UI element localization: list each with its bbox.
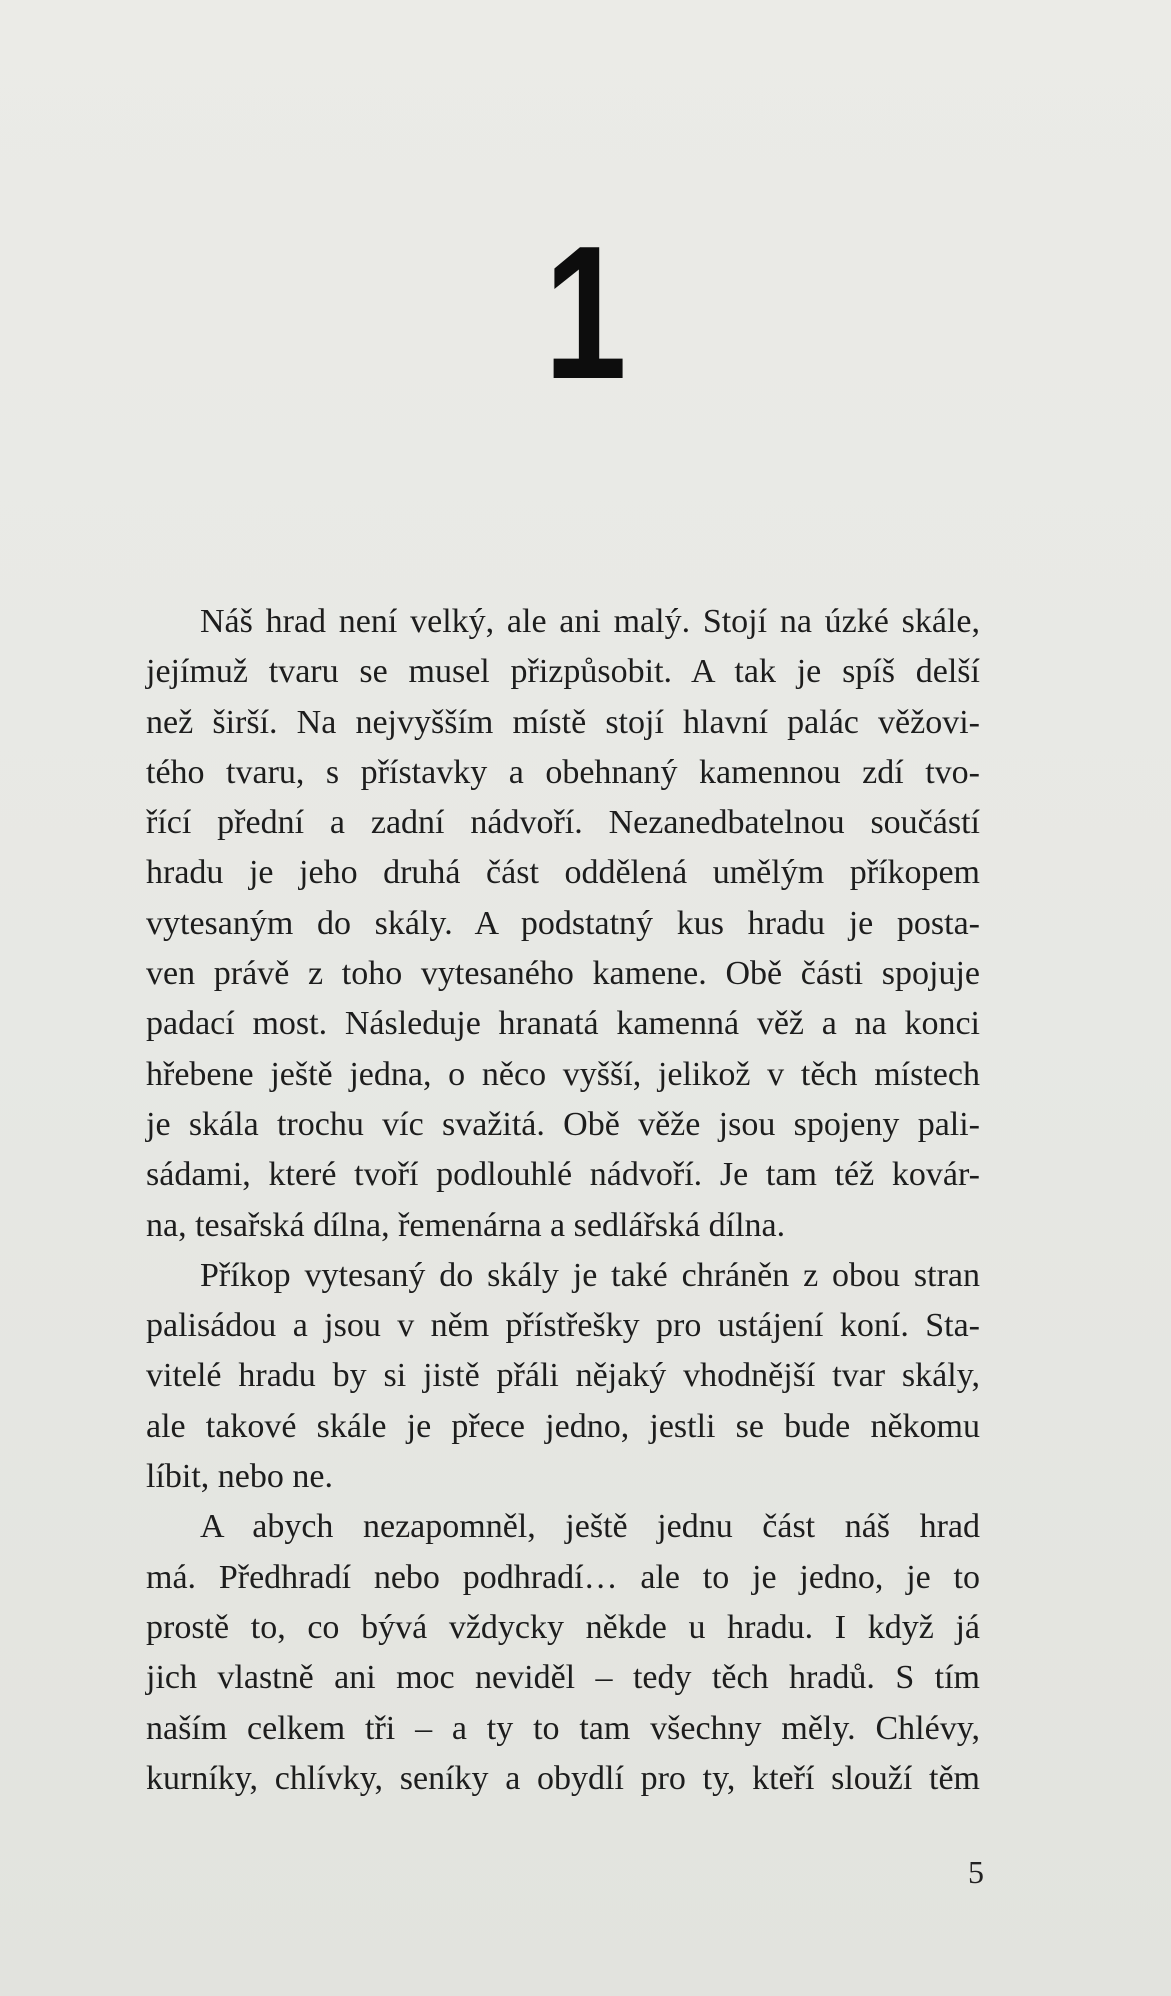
- text-line: řící přední a zadní nádvoří. Nezanedbatelnou součástí: [146, 804, 980, 842]
- text-line: ven právě z toho vytesaného kamene. Obě části spojuje: [146, 955, 980, 993]
- chapter-number: 1: [544, 207, 627, 419]
- body-text: [146, 597, 980, 1804]
- text-line: Náš hrad není velký, ale ani malý. Stojí na úzké skále,: [200, 603, 980, 640]
- text-line: padací most. Následuje hranatá kamenná věž a na konci: [146, 1005, 980, 1043]
- text-line: hradu je jeho druhá část oddělená umělým příkopem: [146, 854, 980, 892]
- text-line: vitelé hradu by si jistě přáli nějaký vhodnější tvar skály,: [146, 1357, 980, 1395]
- text-line: naším celkem tři – a ty to tam všechny měly. Chlévy,: [146, 1709, 980, 1747]
- text-line: je skála trochu víc svažitá. Obě věže jsou spojeny pali-: [146, 1105, 980, 1143]
- text-line: jich vlastně ani moc neviděl – tedy těch hradů. S tím: [146, 1659, 980, 1697]
- text-line: prostě to, co bývá vždycky někde u hradu. I když já: [146, 1608, 980, 1646]
- text-line: Příkop vytesaný do skály je také chráněn z obou stran: [200, 1256, 980, 1294]
- text-line: než širší. Na nejvyšším místě stojí hlavní palác věžovi-: [146, 703, 980, 741]
- text-line: kurníky, chlívky, seníky a obydlí pro ty, kteří slouží těm: [146, 1759, 980, 1797]
- page-number: 5: [968, 1854, 984, 1890]
- text-line: líbit, nebo ne.: [146, 1458, 333, 1496]
- text-line: na, tesařská dílna, řemenárna a sedlářská dílna.: [146, 1206, 786, 1244]
- text-line: jejímuž tvaru se musel přizpůsobit. A tak je spíš delší: [146, 653, 980, 691]
- text-line: má. Předhradí nebo podhradí… ale to je jedno, je to: [146, 1558, 980, 1596]
- text-line: tého tvaru, s přístavky a obehnaný kamennou zdí tvo-: [146, 753, 980, 791]
- text-line: A abych nezapomněl, ještě jednu část náš hrad: [200, 1508, 980, 1546]
- text-line: sádami, které tvoří podlouhlé nádvoří. Je tam též kovár-: [146, 1156, 980, 1194]
- text-line: palisádou a jsou v něm přístřešky pro ustájení koní. Sta-: [146, 1307, 980, 1345]
- text-line: ale takové skále je přece jedno, jestli se bude někomu: [146, 1407, 980, 1445]
- text-line: vytesaným do skály. A podstatný kus hradu je posta-: [146, 904, 980, 942]
- text-line: hřebene ještě jedna, o něco vyšší, jelikož v těch místech: [146, 1055, 980, 1093]
